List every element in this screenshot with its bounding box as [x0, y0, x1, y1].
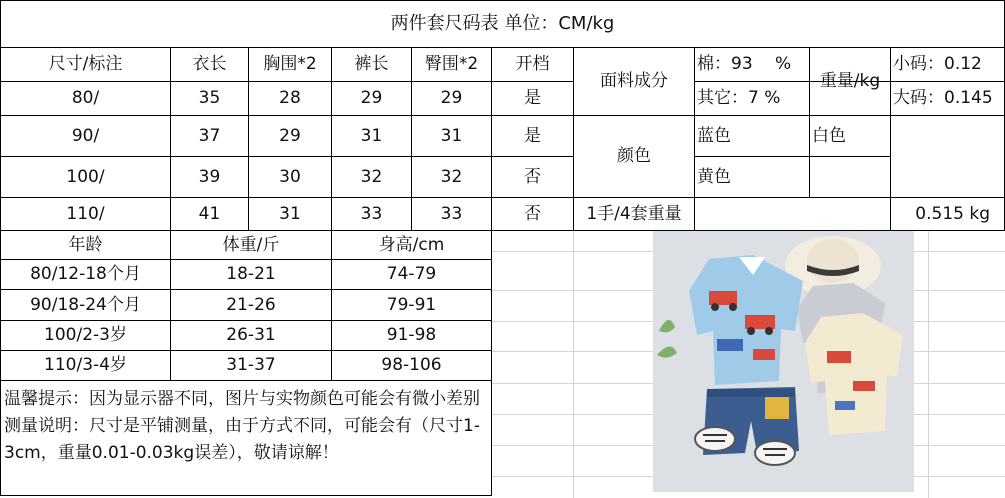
age-cell: 31-37	[226, 355, 276, 375]
size-cell: 是	[524, 88, 541, 108]
age-cell: 100/2-3岁	[44, 325, 127, 345]
size-cell: 33	[440, 203, 463, 224]
color-label: 颜色	[617, 146, 651, 166]
age-cell: 90/18-24个月	[30, 294, 141, 315]
package-weight-value: 0.515 kg	[915, 203, 990, 224]
size-cell: 80/	[71, 88, 100, 108]
fabric-other: 其它：7 %	[697, 88, 781, 108]
size-cell: 37	[198, 125, 221, 146]
color-blue: 蓝色	[697, 125, 731, 146]
header-chest: 胸围*2	[263, 54, 317, 74]
size-cell: 32	[440, 166, 463, 187]
size-cell: 41	[198, 203, 221, 224]
fabric-cotton: 棉：93 %	[697, 54, 792, 74]
header-length: 衣长	[192, 54, 227, 74]
fabric-label: 面料成分	[600, 71, 668, 91]
weight-jin-header: 体重/斤	[222, 234, 280, 255]
size-cell: 29	[360, 88, 383, 108]
size-cell: 29	[440, 88, 463, 108]
weight-large: 大码：0.145	[893, 88, 993, 108]
age-cell: 79-91	[386, 294, 437, 315]
size-cell: 是	[524, 125, 541, 146]
header-pants-length: 裤长	[354, 54, 389, 74]
age-cell: 110/3-4岁	[44, 355, 127, 375]
size-cell: 39	[198, 166, 221, 187]
header-size: 尺寸/标注	[48, 54, 123, 74]
age-cell: 91-98	[386, 325, 437, 345]
header-open-crotch: 开档	[515, 54, 550, 74]
size-cell: 30	[279, 166, 301, 187]
size-cell: 否	[524, 166, 541, 187]
product-illustration	[653, 231, 914, 492]
age-cell: 98-106	[381, 355, 442, 375]
notes-text: 温馨提示：因为显示器不同，图片与实物颜色可能会有微小差别 测量说明：尺寸是平铺测量，由于方式不同，可能会有（尺寸1-3cm，重量0.01-0.03kg误差），敬请谅解！	[4, 389, 480, 463]
age-cell: 18-21	[226, 264, 276, 284]
color-white: 白色	[812, 125, 846, 146]
size-cell: 32	[360, 166, 383, 187]
size-cell: 否	[524, 203, 541, 224]
product-photo	[653, 231, 914, 492]
age-cell: 80/12-18个月	[30, 264, 141, 284]
age-cell: 26-31	[226, 325, 276, 345]
age-header: 年龄	[68, 234, 103, 255]
size-cell: 90/	[71, 125, 100, 146]
package-weight-label: 1手/4套重量	[586, 203, 682, 224]
color-yellow: 黄色	[697, 166, 731, 187]
size-cell: 35	[198, 88, 221, 108]
size-cell: 31	[360, 125, 383, 146]
header-hip: 臀围*2	[424, 54, 479, 74]
weight-label: 重量/kg	[819, 71, 881, 91]
size-cell: 28	[279, 88, 301, 108]
size-cell: 110/	[66, 203, 105, 224]
height-header: 身高/cm	[378, 234, 445, 255]
size-cell: 31	[279, 203, 301, 224]
size-cell: 29	[279, 125, 301, 146]
age-cell: 21-26	[226, 294, 276, 315]
size-cell: 33	[360, 203, 383, 224]
weight-small: 小码：0.12	[893, 54, 982, 74]
size-cell: 31	[440, 125, 463, 146]
page-title: 两件套尺码表 单位：CM/kg	[390, 13, 615, 34]
size-cell: 100/	[66, 166, 105, 187]
age-cell: 74-79	[386, 264, 437, 284]
